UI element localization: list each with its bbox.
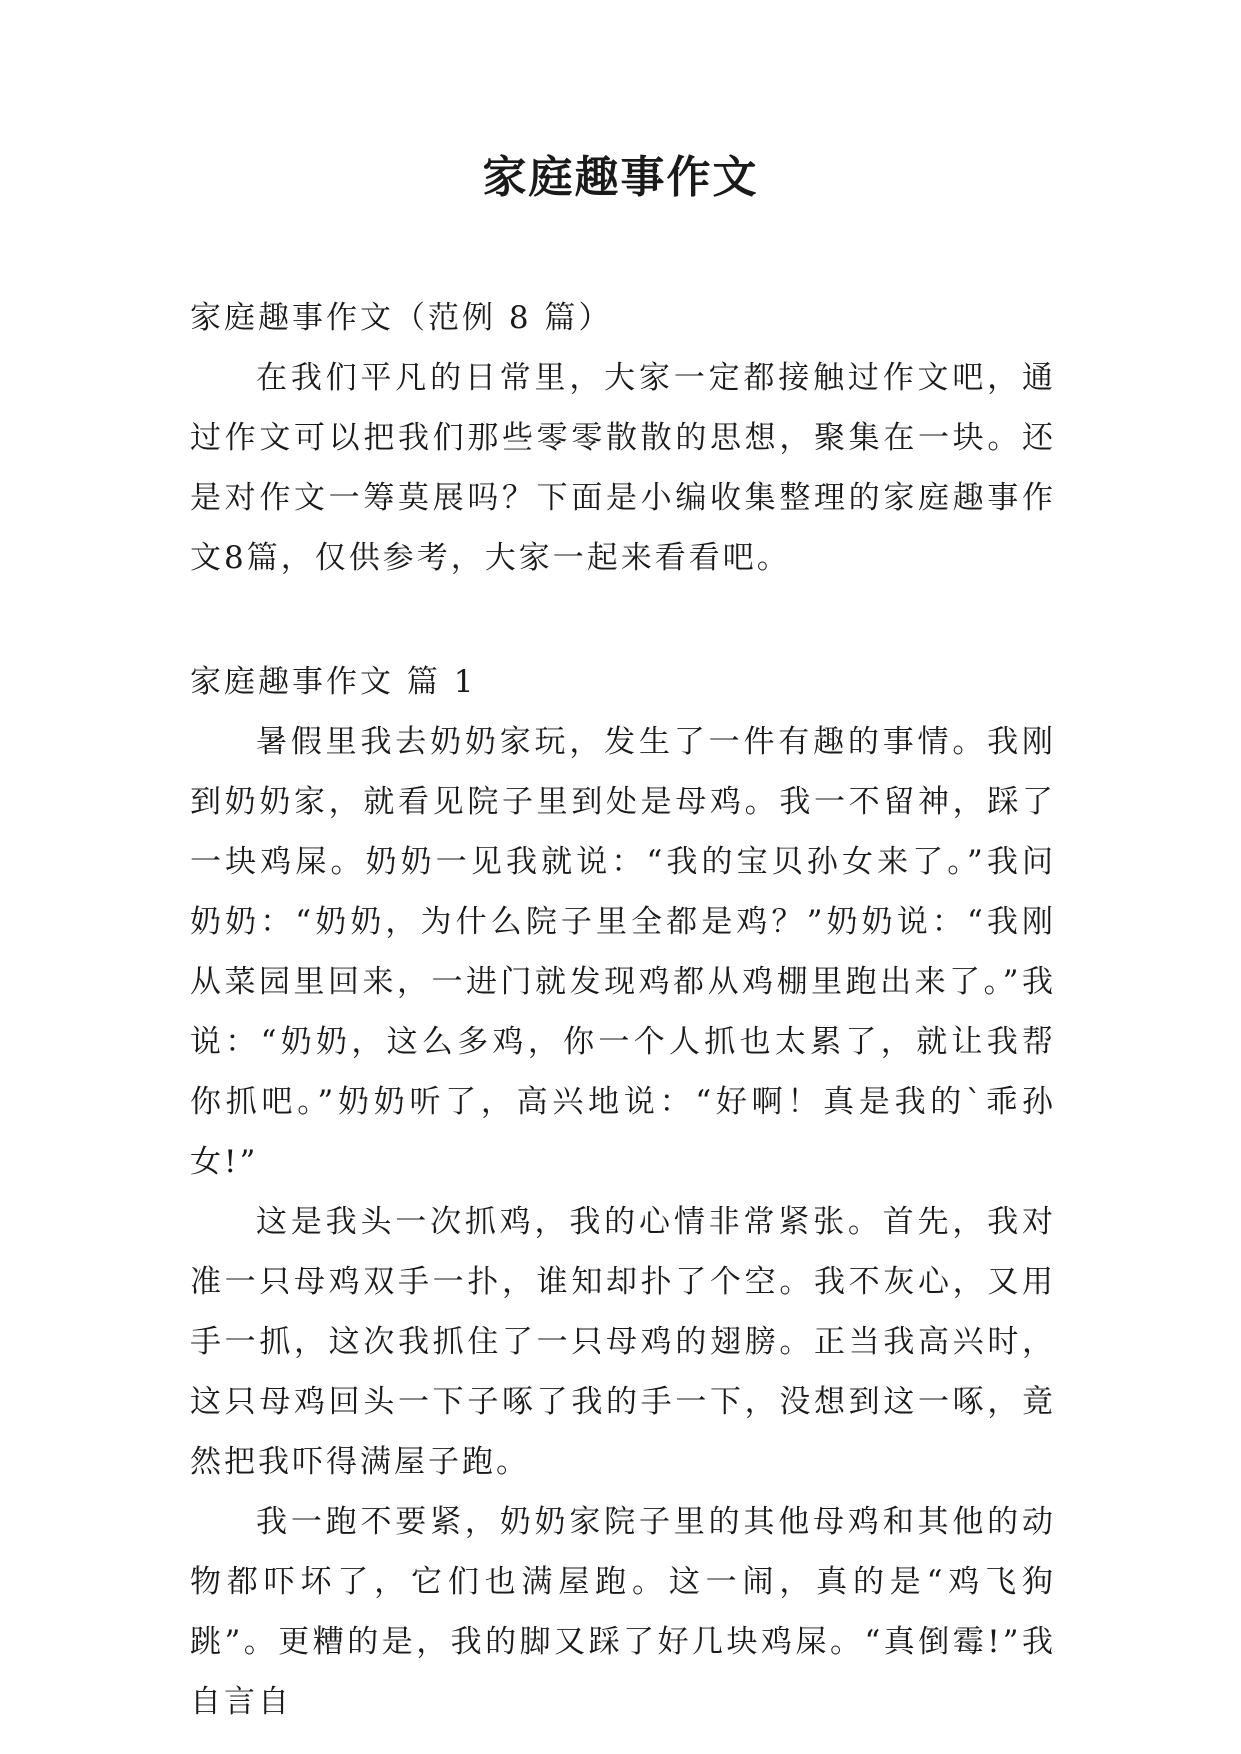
document-body xyxy=(190,288,1056,1732)
document-title: 家庭趣事作文 xyxy=(482,152,759,203)
body-paragraph: 这是我头一次抓鸡，我的心情非常紧张。首先，我对准一只母鸡双手一扑，谁知却扑了个空。我不灰心，又用手一抓，这次我抓住了一只母鸡的翅膀。正当我高兴时，这只母鸡回头一下子啄了我的手一下，没想到这一啄，竟然把我吓得满屋子跑。 xyxy=(190,1204,1056,1480)
intro-paragraph: 在我们平凡的日常里，大家一定都接触过作文吧，通过作文可以把我们那些零零散散的思想，聚集在一块。还是对作文一筹莫展吗？下面是小编收集整理的家庭趣事作文8篇，仅供参考，大家一起来看看吧。 xyxy=(190,360,1056,576)
body-paragraph: 暑假里我去奶奶家玩，发生了一件有趣的事情。我刚到奶奶家，就看见院子里到处是母鸡。我一不留神，踩了一块鸡屎。奶奶一见我就说：“我的宝贝孙女来了。”我问奶奶：“奶奶，为什么院子里全都是鸡？”奶奶说：“我刚从菜园里回来，一进门就发现鸡都从鸡棚里跑出来了。”我说：“奶奶，这么多鸡，你一个人抓也太累了，就让我帮你抓吧。”奶奶听了，高兴地说：“好啊！真是我的`乖孙女!” xyxy=(190,724,1056,1180)
section-spacer xyxy=(190,588,1056,652)
body-paragraph: 我一跑不要紧，奶奶家院子里的其他母鸡和其他的动物都吓坏了，它们也满屋跑。这一闹，真的是“鸡飞狗跳”。更糟的是，我的脚又踩了好几块鸡屎。“真倒霉!”我自言自 xyxy=(190,1504,1056,1720)
document-subtitle: 家庭趣事作文（范例 8 篇） xyxy=(190,300,613,336)
section-heading: 家庭趣事作文 篇 1 xyxy=(190,664,477,700)
